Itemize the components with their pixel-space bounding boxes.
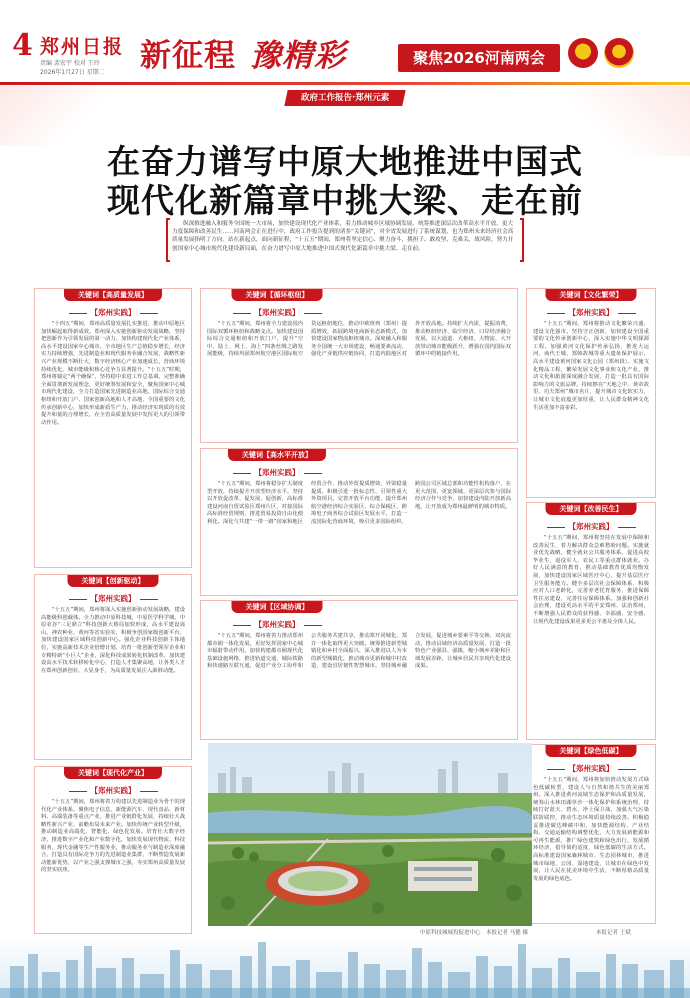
cppcc-emblem-icon	[604, 38, 634, 68]
card-industry	[34, 766, 192, 934]
card-body: “十四五”期间，郑州高质量发展扎实推进，推动中原地区加快崛起取得新成效。郑州深入实施创新驱动发展战略，坚持把创新作为引领发展的第一动力，加快构建现代化产业体系，高水平建设国家中心城市。全市地区生产总值稳步增长，经济实力持续增强，先进制造业和现代服务业融合发展，战略性新兴产业规模不断壮大，数字经济核心产业加速成长，营商环境持续优化，城市能级和核心竞争力显著提升。“十五五”时期，郑州将锚定“两个确保”，坚持稳中求进工作总基调，完整准确全面贯彻新发展理念，更好统筹发展和安全，聚焦国家中心城市现代化建设，全力打造国家先进制造业高地、国际综合交通枢纽和开放门户、国家创新高地和人才高地、全国重要的文化传承创新中心，加快形成新质生产力，推动经济实现质的有效提升和量的合理增长，在全省高质量发展中发挥更大的引领带动作用。	[41, 321, 185, 426]
card-green	[526, 744, 656, 924]
headline-line-2: 现代化新篇章中挑大梁、走在前	[107, 181, 583, 220]
practice-subheading: 【郑州实践】	[35, 785, 191, 796]
slogan	[140, 30, 346, 75]
card-body: “十五五”期间，郑州将全力建设国内国际双循环枢纽和战略支点。加快建设国际综合交通枢纽和开放门户，提升“空中、陆上、网上、海上”四条丝绸之路发展能级，持续巩固郑州航空港区国际航空货运枢纽地位，推动中欧班列（郑州）提质增效，拓展跨境电商新业态新模式，加快建设国家物流枢纽城市。深度融入和服务全国统一大市场建设，畅通要素流动，强化产业链供应链协同，打造内陆地区对外开放高地。持续扩大内需，提振消费，推动枢纽经济、临空经济、口岸经济融合发展，以大通道、大枢纽、大物流、大开放带动城市能级跃升，增强在国内国际双循环中的链接作用。	[207, 321, 511, 358]
card-high-quality	[34, 288, 192, 568]
keyword-label: 关键词【现代化产业】	[64, 767, 162, 779]
aerial-photo	[208, 743, 532, 926]
keyword-label: 关键词【改善民生】	[546, 503, 637, 515]
aerial-photo-image	[208, 743, 532, 926]
keyword-label: 关键词【高水平开放】	[228, 449, 326, 461]
masthead	[0, 0, 690, 86]
practice-subheading: 【郑州实践】	[201, 467, 353, 478]
lead-bracket-left	[166, 218, 170, 262]
slogan-left: 新征程	[140, 38, 236, 74]
card-innovation	[34, 574, 192, 760]
practice-subheading: 【郑州实践】	[527, 521, 655, 532]
card-hub	[200, 288, 518, 443]
practice-subheading: 【郑州实践】	[35, 593, 191, 604]
lead-paragraph: 纵深推进融入和服务全国统一大市场，加快建设现代化产业体系，着力推动城乡区域协调发展，统筹推进深层次改革高水平开放，更大力度保障和改善民生……河南两会正在进行中，政府工作报告提到的诸多“关键词”，对全省发展进行了系统谋划，也为郑州未来经济社会高质量发展指明了方向。站在新起点，面向新征程，“十五五”期间，郑州将坚定信心、聚力奋斗，挑担子、敢攻坚、克难关、战风险，努力开创国家中心城市现代化建设新局面，在奋力谱写中原大地推进中国式现代化新篇章中挑大梁、走在前。	[172, 221, 514, 252]
skyline-graphic	[0, 936, 690, 998]
card-body: “十五五”期间，郑州将稳步扩大制度型开放，持续提升开放型经济水平。坚持以开放促改革、促发展、促创新，高标准建设河南自贸试验区郑州片区，对接国际高标准经贸规则，推进贸易投资自由化便利化。深化与共建“一带一路”国家和地区经贸合作，推动外贸提质增效、外资稳量提质，积极引进一批标志性、引领性重大外资项目。完善开放平台功能，提升郑州航空港经济综合实验区、综合保税区、跨境电子商务综合试验区发展水平，打造一流国际化营商环境，吸引更多国际组织、跨国公司区域总部和功能性机构落户，在更大范围、更宽领域、更深层次参与国际经济合作与竞争，加快建设内陆开放新高地，让开放成为郑州最鲜明的城市特质。	[207, 481, 511, 525]
focus-banner: 聚焦2026河南两会	[398, 44, 560, 72]
lead-bracket-right	[520, 218, 524, 262]
card-body: “十五五”期间，郑州将加快推动发展方式绿色低碳转型，建设人与自然和谐共生的美丽郑州。深入推进黄河流域生态保护和高质量发展，统筹山水林田湖草沙一体化保护和系统治理，持续打好蓝天、碧水、净土保卫战，加强大气污染联防联控，推动生态环境质量持续改善。积极稳妥推进碳达峰碳中和，加快能源结构、产业结构、交通运输结构调整优化，大力发展新能源和可再生能源，推广绿色建筑和绿色出行，发展循环经济，倡导简约适度、绿色低碳的生活方式。高标准建设国家森林城市、生态园林城市，推进城市绿地、公园、湿地建设，让城市在绿色中发展，让人民在优美环境中生活，不断厚植高质量发展的绿色底色。	[533, 777, 649, 882]
slogan-right: 豫精彩	[250, 38, 346, 74]
photo-caption: 中原科技城城投促进中心 本报记者 马健 摄	[420, 930, 528, 936]
card-region	[200, 600, 518, 740]
keyword-label: 关键词【绿色低碳】	[546, 745, 637, 757]
practice-subheading: 【郑州实践】	[201, 307, 353, 318]
card-open	[200, 448, 518, 596]
keyword-label: 关键词【文化繁荣】	[546, 289, 637, 301]
card-body: “十五五”期间，郑州将深入实施创新驱动发展战略，建设高能级科创载体。全力推动中原科技城、中原医学科学城、中原农谷“三足鼎立”科技创新大格局加快形成，高水平建设嵩山、神农种业、黄河等省实验室，积极争创国家级创新平台，加快建设国家区域科技创新中心。强化企业科技创新主体地位，实施高新技术企业倍增计划，培育一批创新型领军企业和专精特新“小巨人”企业，深化科技成果转化机制改革，加快建设高水平技术转移转化中心，打造人才集聚高地，让各类人才在郑州创新创业、大显身手，为高质量发展注入澎湃动能。	[41, 607, 185, 674]
practice-subheading: 【郑州实践】	[527, 763, 655, 774]
page-number: 4	[12, 28, 33, 63]
keyword-label: 关键词【循环枢纽】	[232, 289, 323, 301]
header-rule	[0, 82, 690, 85]
skyline-decoration	[0, 936, 690, 998]
keyword-label: 关键词【高质量发展】	[64, 289, 162, 301]
date-line: 2026年1月27日 星期二	[40, 69, 105, 76]
headline-line-1: 在奋力谱写中原大地推进中国式	[107, 142, 583, 181]
card-body: “十五五”期间，郑州将着力构建以先进制造业为骨干的现代化产业体系。聚焦电子信息、新能源汽车、现代食品、新材料、高端装备等重点产业，推进产业链群化发展，持续壮大战略性新兴产业，前瞻布局未来产业。加快传统产业转型升级，推动制造业高端化、智能化、绿色化发展。培育壮大数字经济，推进数字产业化和产业数字化，加快发展现代物流、科技服务、现代金融等生产性服务业，推动服务业与制造业深度融合，打造具有国际竞争力的先进制造业集群，不断塑造发展新动能新优势，以产业之强支撑城市之强，夯实郑州高质量发展的坚实底座。	[41, 799, 185, 874]
card-livelihood	[526, 502, 656, 740]
editor-line: 责编 裴宏宇 校对 王玲	[40, 60, 100, 67]
national-emblem-icon	[568, 38, 598, 68]
keyword-label: 关键词【创新驱动】	[68, 575, 159, 587]
section-tag: 政府工作报告·郑州元素	[284, 90, 405, 106]
card-body: “十五五”期间，郑州将着力推动郑州都市圈一体化发展，更好发挥国家中心城市辐射带动作用。加快构建都市圈现代化基础设施网络，推进轨道交通、城际铁路和快速路互联互通，促进产业分工协作和公共服务共建共享，推动郑开同城化、郑许一体化取得更大突破。统筹推进新型城镇化和乡村全面振兴，深入推进以人为本的新型城镇化，推动城市更新和城中村改造，建设宜居韧性智慧城市。坚持城乡融合发展，促进城乡要素平等交换、双向流动，推动县域经济高质量发展，打造一批特色产业强县、强镇，缩小城乡差距和区域发展差距，让城乡居民共享现代化建设成果。	[207, 633, 511, 670]
card-body: “十五五”期间，郑州将推动文化繁荣兴盛，建设文化强市。坚持守正创新，加快建设全国重要的文化传承创新中心，深入实施中华文明探源工程，加强黄河文化保护传承弘扬，推进大运河、商代王城、郑韩故城等重大遗址保护展示，高水平建设黄河国家文化公园（郑州段）。实施文化精品工程，繁荣发展文化事业和文化产业，推动文化和旅游深度融合发展，打造一批具有国际影响力的文旅品牌，持续擦亮“天地之中、黄帝故里、功夫郑州”城市名片，提升城市文化软实力，让城市文化底蕴更加厚重，让人民群众精神文化生活更加丰富多彩。	[533, 321, 649, 411]
practice-subheading: 【郑州实践】	[35, 307, 191, 318]
card-culture	[526, 288, 656, 498]
keyword-label: 关键词【区域协调】	[232, 601, 323, 613]
practice-subheading: 【郑州实践】	[201, 619, 353, 630]
practice-subheading: 【郑州实践】	[527, 307, 655, 318]
card-body: “十五五”期间，郑州将坚持在发展中保障和改善民生，着力解决群众急难愁盼问题。实施就业优先战略，健全就业公共服务体系，促进高校毕业生、退役军人、农民工等重点群体就业。办好人民满意的教育，推动基础教育优质均衡发展，加快建设国家区域医疗中心，提升基层医疗卫生服务能力。健全多层次社会保障体系，积极应对人口老龄化，完善养老托育服务，推进保障性住房建设，完善住房保障体系。加强和创新社会治理，建设更高水平的平安郑州、法治郑州，不断增强人民群众的获得感、幸福感、安全感，让现代化建设成果更多更公平惠及全体人民。	[533, 535, 649, 625]
byline: 本报记者 王斌	[596, 930, 631, 936]
paper-name: 郑州日报	[40, 36, 125, 58]
